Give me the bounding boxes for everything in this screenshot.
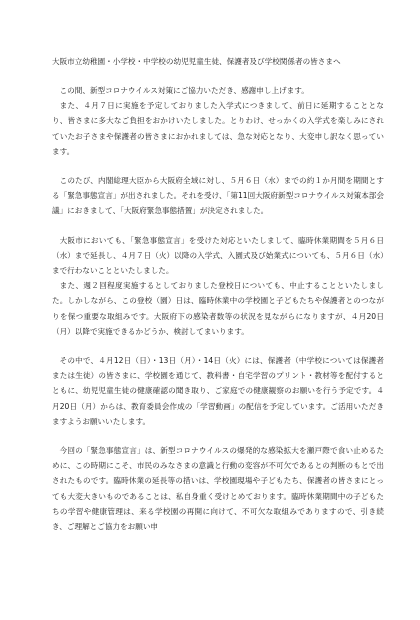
- notice-document: [52, 56, 384, 548]
- paragraph-osaka-city-response: [52, 233, 384, 339]
- paragraph-closing: [52, 443, 384, 534]
- paragraph-gratitude: [52, 83, 384, 159]
- paragraph-line: また、週２回程度実施するとしておりました登校日についても、中止することといたしました。しかしながら、この登校（園）日は、臨時休業中の学校園と子どもたちや保護者とのつながりを保つ重要な取組みです。大阪府下の感染者数等の状況を見ながらになりますが、４月20日（月）以降で実施できるかどうか、検討してまいります。: [52, 281, 384, 336]
- paragraph-line: その中で、４月12日（日）・13日（月）・14日（火）には、保護者（中学校については保護者または生徒）の皆さまに、学校園を通じて、教科書・自宅学習のプリント・教材等を配付するとともに、幼児児童生徒の健康確認の聞き取り、ご家庭での健康観察のお願いを行う予定です。４月20日（月）からは、教育委員会作成の「学習動画」の配信を予定しています。ご活用いただきますようお願いいたします。: [52, 356, 384, 426]
- paragraph-line: また、４月７日に実施を予定しておりました入学式につきまして、前日に延期することとなり、皆さまに多大なご負担をおかけいたしました。とりわけ、せっかくの入学式を楽しみにされていたお子さまや保護者の皆さまにおかれましては、急な対応となり、大変申し訳なく思っています。: [52, 101, 384, 156]
- paragraph-line: 大阪市においても、「緊急事態宣言」を受けた対応といたしまして、臨時休業期間を５月６日（水）まで延長し、４月７日（火）以降の入学式、入園式及び始業式についても、５月６日（水）まで行わないことといたしました。: [52, 235, 384, 276]
- paragraph-line: このたび、内閣総理大臣から大阪府全域に対し、５月６日（水）までの約１か月間を期間とする「緊急事態宣言」が出されました。それを受け、「第11回大阪府新型コロナウイルス対策本部会議」におきまして、「大阪府緊急事態措置」が決定されました。: [52, 176, 384, 216]
- paragraph-line: 今回の「緊急事態宣言」は、新型コロナウイルスの爆発的な感染拡大を瀬戸際で食い止めるために、この時期にこそ、市民のみなさまの意識と行動の変容が不可欠であるとの判断のもとで出されたものです。臨時休業の延長等の措いは、学校園現場や子どもたち、保護者の皆さまにとっても大変大きいものであることは、私自身重く受けとめております。臨時休業期間中の子どもたちの学習や健康管理は、来る学校園の再開に向けて、不可欠な取組みでありますので、引き続き、ご理解とご協力をお願い申: [52, 446, 384, 532]
- paragraph-emergency-declaration: [52, 173, 384, 219]
- document-heading: 大阪市立幼稚園・小学校・中学校の幼児児童生徒、保護者及び学校関係者の皆さまへ: [52, 57, 341, 66]
- paragraph-line: この間、新型コロナウイルス対策にご協力いただき、感謝申し上げます。: [59, 86, 309, 95]
- paragraph-distribution-schedule: [52, 353, 384, 429]
